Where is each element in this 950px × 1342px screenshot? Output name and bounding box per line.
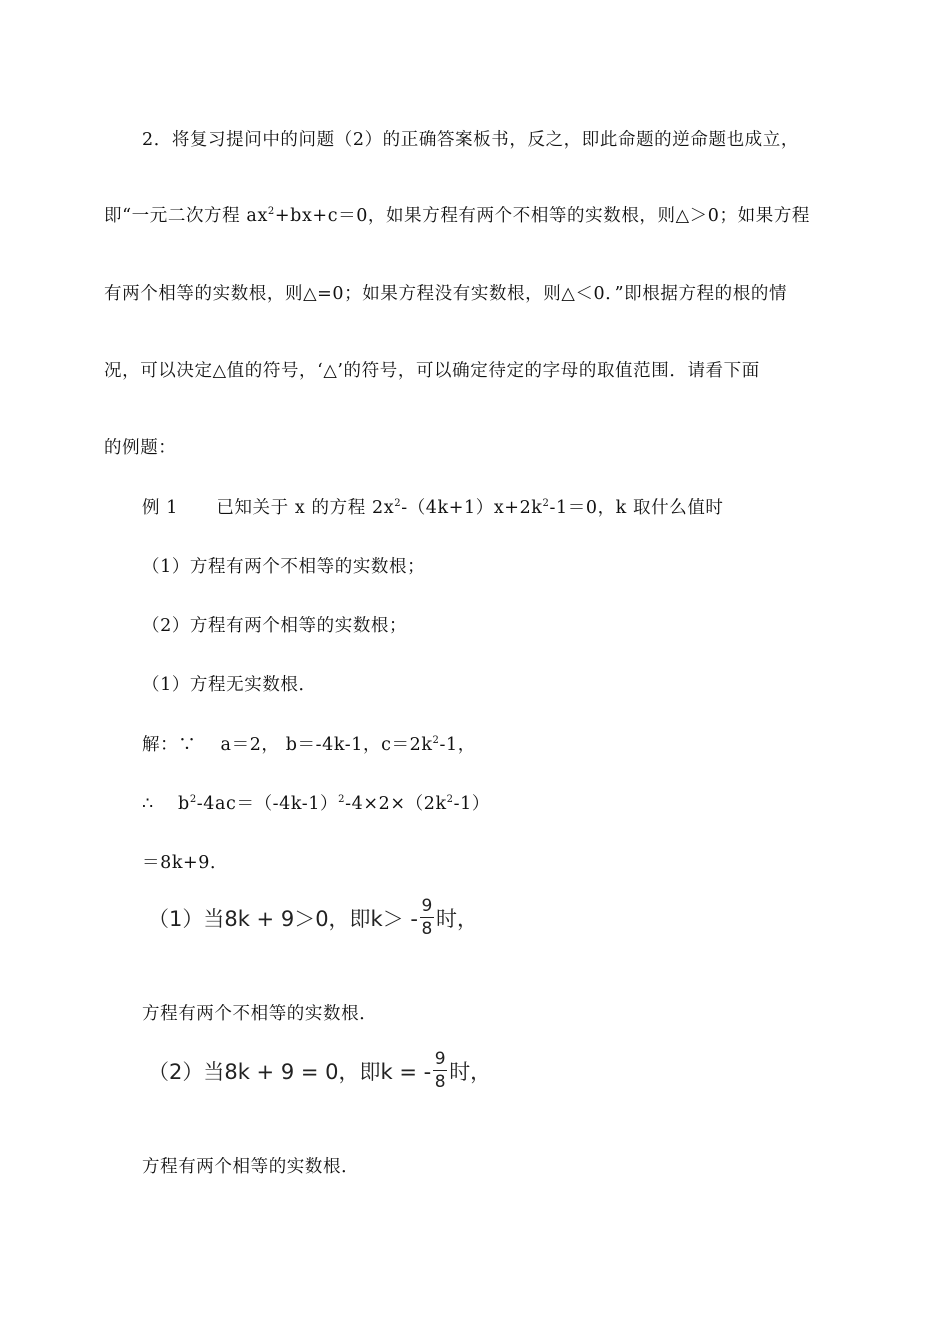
paragraph-line-2 (104, 202, 810, 227)
fraction-bar (433, 1070, 447, 1071)
solution-line-1 (142, 731, 476, 756)
denominator: 8 (421, 919, 433, 939)
superscript: 2 (542, 498, 550, 509)
text: 即“一元二次方程 ax (104, 206, 268, 226)
text: +bx+c＝0，如果方程有两个不相等的实数根，则△＞0；如果方程 (274, 206, 811, 226)
paragraph-line-5: 的例题： (104, 438, 177, 458)
text: -4ac＝（-4k-1） (196, 794, 339, 814)
text: 解：∵ a＝2， b＝-4k-1，c＝2k (142, 735, 433, 755)
text: -4×2×（2k (345, 794, 447, 814)
example-part-1: （1）方程有两个不相等的实数根； (142, 557, 426, 577)
solution-line-2 (142, 790, 490, 815)
example-label: 例 1 (142, 498, 178, 518)
formula-case-2 (148, 1049, 491, 1092)
paragraph-line-3: 有两个相等的实数根，则△=0；如果方程没有实数根，则△＜0．”即根据方程的根的情 (104, 284, 788, 304)
example-part-2: （2）方程有两个相等的实数根； (142, 616, 408, 636)
paragraph-line-1: 2．将复习提问中的问题（2）的正确答案板书，反之，即此命题的逆命题也成立， (142, 130, 799, 150)
paragraph-line-4: 况，可以决定△值的符号，‘△’的符号，可以确定待定的字母的取值范围．请看下面 (104, 361, 760, 381)
numerator: 9 (434, 1049, 446, 1069)
formula-text: （1）当8k + 9＞0，即k＞ - (148, 906, 418, 931)
numerator: 9 (421, 896, 433, 916)
formula-text: 时， (449, 1059, 492, 1084)
case-1-result: 方程有两个不相等的实数根． (142, 1004, 378, 1024)
formula-case-1 (148, 896, 478, 939)
text: -1） (453, 794, 490, 814)
text: 已知关于 x 的方程 2x (216, 498, 395, 518)
case-2-result: 方程有两个相等的实数根． (142, 1157, 360, 1177)
text: -1， (439, 735, 476, 755)
text: -（4k+1）x+2k (401, 498, 543, 518)
example-statement (142, 494, 724, 519)
superscript: 2 (189, 794, 197, 805)
superscript: 2 (394, 498, 402, 509)
text: -1＝0，k 取什么值时 (549, 498, 724, 518)
formula-text: 时， (435, 906, 478, 931)
fraction (433, 1049, 447, 1092)
superscript: 2 (267, 206, 275, 217)
solution-line-3: ＝8k+9． (142, 853, 229, 873)
superscript: 2 (432, 735, 440, 746)
superscript: 2 (446, 794, 454, 805)
formula-text: （2）当8k + 9 = 0，即k = - (148, 1059, 432, 1084)
denominator: 8 (434, 1072, 446, 1092)
fraction-bar (420, 917, 434, 918)
fraction (420, 896, 434, 939)
example-part-3: （1）方程无实数根． (142, 675, 317, 695)
text: ∴ b (142, 794, 190, 814)
superscript: 2 (338, 794, 346, 805)
